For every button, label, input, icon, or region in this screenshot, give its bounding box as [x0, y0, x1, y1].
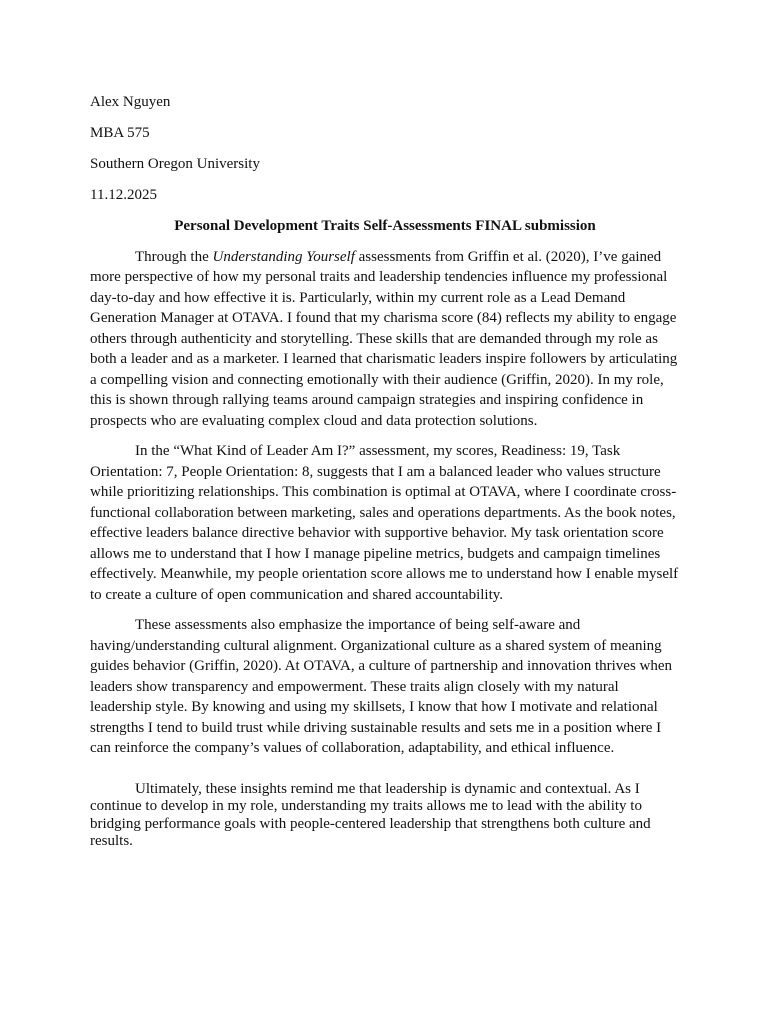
paragraph-3: These assessments also emphasize the importance of being self-aware and having/understanding cultural alignment. Organizational culture as a shared system of meaning guides behavior (Griffin, 2020). At OTAVA, a culture of partnership and innovation thrives when leaders show transparency and empowerment. These traits align closely with my natural leadership style. By knowing and using my skillsets, I know that how I motivate and relational strengths I tend to build trust while driving sustainable results and sets me in a position where I can reinforce the company’s values of collaboration, adaptability, and ethical influence.	[90, 617, 673, 756]
book-title: Understanding Yourself	[212, 248, 355, 265]
author-name: Alex Nguyen	[90, 94, 171, 110]
school-name: Southern Oregon University	[90, 156, 260, 172]
paragraph-4: Ultimately, these insights remind me that leadership is dynamic and contextual. As I continue to develop in my role, understanding my traits allows me to lead with the ability to bridging performance goals with people-centered leadership that strengthens both culture and results.	[90, 780, 651, 849]
document-body	[90, 92, 680, 866]
course-code: MBA 575	[90, 125, 150, 141]
paragraph-2: In the “What Kind of Leader Am I?” assessment, my scores, Readiness: 19, Task Orientation: 7, People Orientation: 8, suggests that I am a balanced leader who values structure while prioritizing relationships. This combination is optimal at OTAVA, where I coordinate cross-functional collaboration between marketing, sales and operations departments. As the book notes, effective leaders balance directive behavior with supportive behavior. My task orientation score allows me to understand that I how I manage pipeline metrics, budgets and campaign timelines effectively. Meanwhile, my people orientation score allows me to understand how I enable myself to create a culture of open communication and shared accountability.	[90, 443, 679, 603]
document-title: Personal Development Traits Self-Assessments FINAL submission	[174, 218, 596, 234]
paragraph-1-start: Through the	[135, 248, 213, 265]
submission-date: 11.12.2025	[90, 187, 157, 203]
paragraph-1	[90, 247, 680, 432]
paragraph-1-rest: assessments from Griffin et al. (2020), I’ve gained more perspective of how my personal traits and leadership tendencies influence my professional day-to-day and how effective it is. Particularly, within my current role as a Lead Demand Generation Manager at OTAVA. I found that my charisma score (84) reflects my ability to engage others through authenticity and storytelling. These skills that are demanded through my role as both a leader and as a marketer. I learned that charismatic leaders inspire followers by articulating a compelling vision and connecting emotionally with their audience (Griffin, 2020). In my role, this is shown through rallying teams around campaign strategies and inspiring confidence in prospects who are evaluating complex cloud and data protection solutions.	[90, 248, 678, 429]
